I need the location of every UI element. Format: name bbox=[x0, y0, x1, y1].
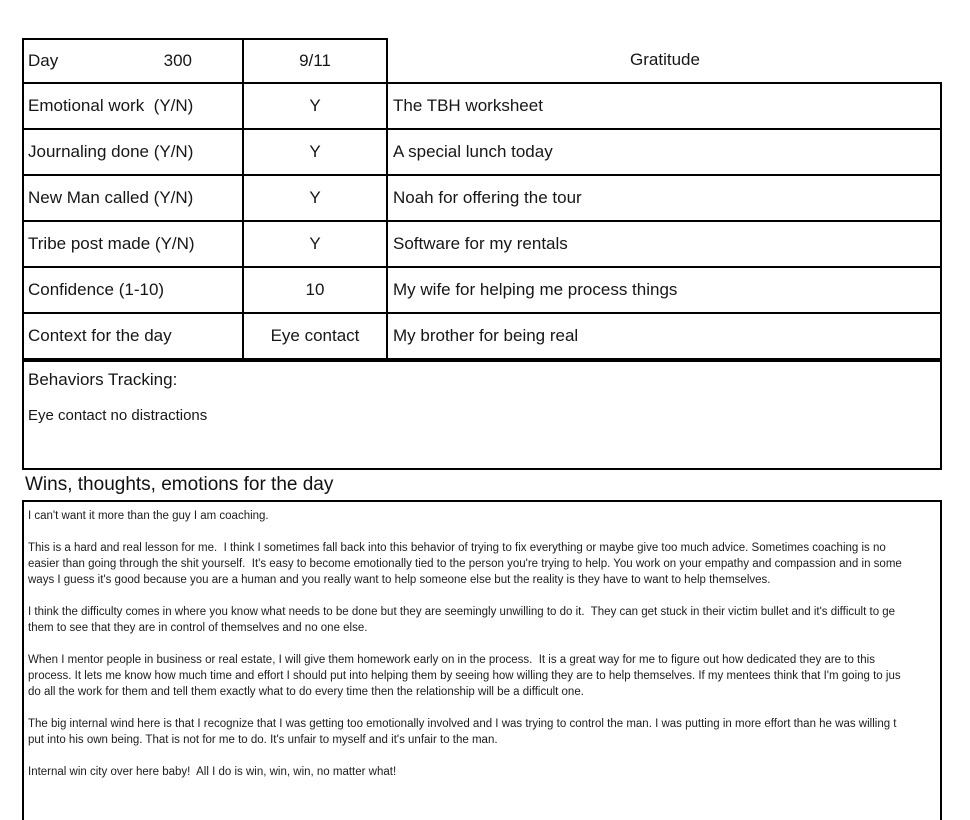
behaviors-tracking-entry[interactable]: Eye contact no distractions bbox=[28, 407, 208, 424]
journal-line: put into his own being. That is not for me to do. It's unfair to myself and it's unfair to the man. bbox=[28, 734, 498, 746]
journal-line: easier than going through the shit yourself. It's easy to become emotionally tied to the person you're trying to help. You work on your empathy and compassion and in some bbox=[28, 558, 902, 570]
wins-section-heading: Wins, thoughts, emotions for the day bbox=[25, 474, 334, 495]
journal-line: process. It lets me know how much time and effort I should put into helping them by seeing how willing they are to help themselves. If my mentees think that I'm going to jus bbox=[28, 670, 901, 682]
journal-paragraph bbox=[28, 652, 940, 700]
day-number-value: 300 bbox=[163, 51, 192, 70]
daily-tracker-table bbox=[22, 38, 942, 360]
row-label-cell: Context for the day bbox=[22, 314, 244, 360]
table-row-confidence bbox=[22, 268, 942, 314]
day-header-cell[interactable] bbox=[22, 38, 244, 84]
journal-line: Internal win city over here baby! All I do is win, win, win, no matter what! bbox=[28, 766, 397, 778]
row-label-cell: Confidence (1-10) bbox=[22, 268, 244, 314]
gratitude-entry-cell[interactable]: My wife for helping me process things bbox=[388, 268, 942, 314]
wins-journal-textarea[interactable] bbox=[22, 500, 942, 820]
row-value-cell[interactable]: Y bbox=[244, 130, 388, 176]
table-row-tribe-post bbox=[22, 222, 942, 268]
row-value-cell[interactable]: Y bbox=[244, 222, 388, 268]
row-value-cell[interactable]: Eye contact bbox=[244, 314, 388, 360]
row-label-cell: Emotional work (Y/N) bbox=[22, 84, 244, 130]
table-row-context bbox=[22, 314, 942, 360]
journal-line: When I mentor people in business or real estate, I will give them homework early on in the process. It is a great way for me to figure out how dedicated they are to this bbox=[28, 654, 875, 666]
journal-paragraph bbox=[28, 764, 940, 780]
behaviors-tracking-title: Behaviors Tracking: bbox=[28, 370, 178, 389]
journal-line: This is a hard and real lesson for me. I think I sometimes fall back into this behavior of trying to fix everything or maybe give too much advice. Sometimes coaching is no bbox=[28, 542, 886, 554]
gratitude-entry-cell[interactable]: Software for my rentals bbox=[388, 222, 942, 268]
table-row-new-man-called bbox=[22, 176, 942, 222]
table-row-emotional-work bbox=[22, 84, 942, 130]
table-header-row bbox=[22, 38, 942, 84]
row-label-cell: Tribe post made (Y/N) bbox=[22, 222, 244, 268]
journal-paragraph bbox=[28, 540, 940, 588]
journal-line: them to see that they are in control of themselves and no one else. bbox=[28, 622, 368, 634]
date-value: 9/11 bbox=[299, 51, 331, 70]
behaviors-tracking-box bbox=[22, 360, 942, 470]
gratitude-entry-cell[interactable]: The TBH worksheet bbox=[388, 84, 942, 130]
journal-line: I think the difficulty comes in where you know what needs to be done but they are seemingly unwilling to do it. They can get stuck in their victim bullet and it's difficult to ge bbox=[28, 606, 896, 618]
journal-paragraph bbox=[28, 508, 940, 524]
row-label-cell: New Man called (Y/N) bbox=[22, 176, 244, 222]
gratitude-header-cell bbox=[388, 38, 942, 84]
row-value-cell[interactable]: 10 bbox=[244, 268, 388, 314]
gratitude-header-label: Gratitude bbox=[630, 50, 700, 69]
date-cell[interactable] bbox=[244, 38, 388, 84]
row-value-cell[interactable]: Y bbox=[244, 84, 388, 130]
row-label-cell: Journaling done (Y/N) bbox=[22, 130, 244, 176]
journal-line: do all the work for them and tell them exactly what to do every time then the relationship will be a difficult one. bbox=[28, 686, 584, 698]
gratitude-entry-cell[interactable]: My brother for being real bbox=[388, 314, 942, 360]
table-row-journaling bbox=[22, 130, 942, 176]
journal-line: ways I guess it's good because you are a human and you really want to help someone else but the reality is they have to want to help themselves. bbox=[28, 574, 771, 586]
gratitude-entry-cell[interactable]: Noah for offering the tour bbox=[388, 176, 942, 222]
journal-paragraph bbox=[28, 604, 940, 636]
journal-line: I can't want it more than the guy I am coaching. bbox=[28, 510, 269, 522]
journal-line: The big internal wind here is that I recognize that I was getting too emotionally involved and I was trying to control the man. I was putting in more effort than he was willing t bbox=[28, 718, 897, 730]
day-label: Day bbox=[28, 51, 59, 70]
journal-paragraph bbox=[28, 716, 940, 748]
gratitude-entry-cell[interactable]: A special lunch today bbox=[388, 130, 942, 176]
row-value-cell[interactable]: Y bbox=[244, 176, 388, 222]
